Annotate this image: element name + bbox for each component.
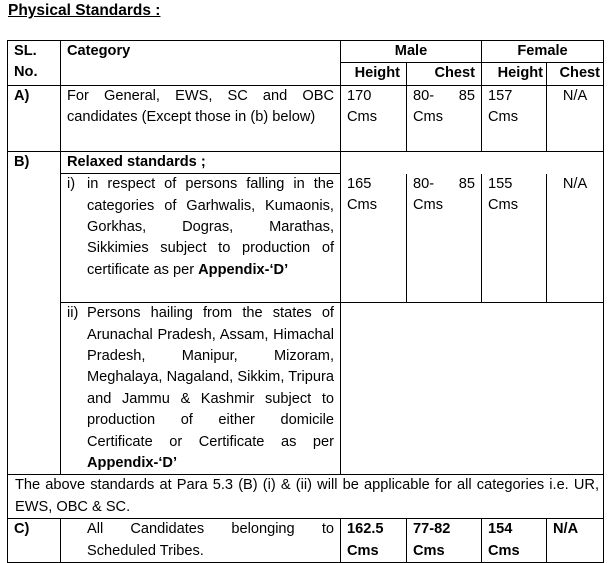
row-c-male-chest: 77-82 Cms [407,519,482,563]
applicability-note: The above standards at Para 5.3 (B) (i) & (ii) will be applicable for all categories i.e. UR, EWS, OBC & SC. [8,475,604,519]
physical-standards-table [7,40,604,563]
sub-i-text: in respect of persons falling in the categories of Garhwalis, Kumaonis, Gorkhas, Dogras, Marathas, Sikkimies subject to production of certificate as per Appendix-‘D’ [87,176,334,278]
row-a-category: For General, EWS, SC and OBC candidates (Except those in (b) below) [61,85,341,151]
row-c-category: All Candidates belonging to Scheduled Tribes. [61,519,341,563]
row-b-female-chest: N/A [547,174,604,303]
row-b-male-chest [407,174,482,303]
sub-ii-number: ii) [67,305,79,322]
male-chest-header: Chest [407,63,482,85]
row-b-sub-ii-filler [341,303,604,475]
row-a-male-chest-from: 80- [413,87,435,104]
row-b-sl: B) [8,151,61,475]
row-a-male-chest [407,85,482,151]
sub-ii-appendix: Appendix-‘D’ [87,455,177,472]
row-c [8,519,604,563]
row-b-sub-ii [8,303,604,475]
header-row-top [8,41,604,63]
note-row [8,475,604,519]
row-c-female-height: 154 Cms [482,519,547,563]
row-a-male-chest-unit: Cms [413,109,443,126]
row-b-male-chest-from: 80- [413,175,435,192]
sub-ii-text: Persons hailing from the states of Arunachal Pradesh, Assam, Himachal Pradesh, Manipur, Mizoram, Meghalaya, Nagaland, Sikkim, Tripura and Jammu & Kashmir subject to production of either domicile Certificate or Certificate as per Appendix-‘D’ [87,305,334,472]
female-header: Female [482,41,604,63]
female-height-header: Height [482,63,547,85]
row-a [8,85,604,151]
row-b-sub-ii-cell [61,303,341,475]
male-header: Male [341,41,482,63]
row-b-male-chest-to: 85 [458,175,476,192]
row-b-male-height: 165 Cms [341,174,407,303]
sub-i-appendix: Appendix-‘D’ [198,261,289,278]
row-a-male-height: 170 Cms [341,85,407,151]
male-height-header: Height [341,63,407,85]
row-b-sub-i-cell [61,174,341,303]
row-b-sub-i [8,174,604,303]
row-b-female-height: 155 Cms [482,174,547,303]
row-b-male-chest-unit: Cms [413,197,443,214]
row-a-sl: A) [8,85,61,151]
row-c-female-chest: N/A [547,519,604,563]
sl-no-header: SL. No. [8,41,61,86]
female-chest-header: Chest [547,63,604,85]
row-b-title-filler [341,151,604,173]
row-c-sl: C) [8,519,61,563]
row-a-female-height: 157 Cms [482,85,547,151]
category-header: Category [61,41,341,86]
row-a-male-chest-to: 85 [458,87,476,104]
row-b-title-text: Relaxed standards ; [61,151,341,173]
row-a-female-chest: N/A [547,85,604,151]
sub-i-number: i) [67,176,76,193]
row-c-male-height: 162.5 Cms [341,519,407,563]
row-b-title [8,151,604,173]
page-heading: Physical Standards : [8,2,161,19]
